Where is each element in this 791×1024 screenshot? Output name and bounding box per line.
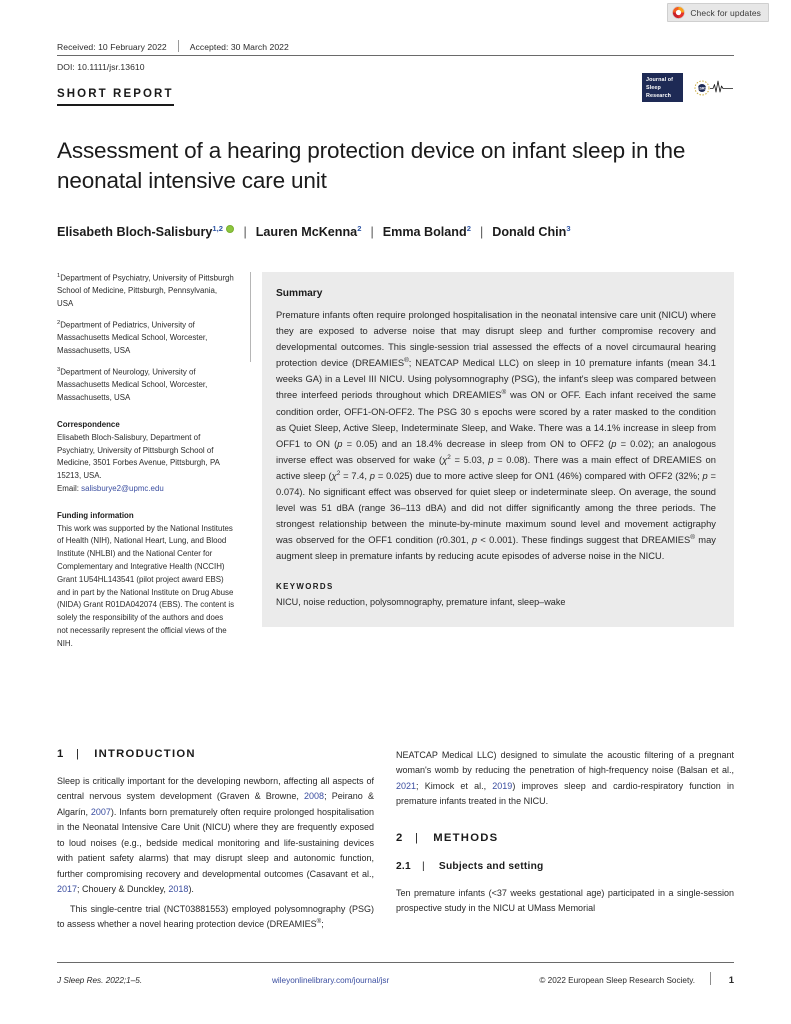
summary-seg-9: = 0.025) due to more active sleep for ON1 (46%) compared with OFF2 (32%; xyxy=(375,471,703,482)
page-footer xyxy=(57,970,734,986)
check-for-updates-badge[interactable] xyxy=(667,3,769,22)
r-symbol: r xyxy=(439,535,443,546)
correspondence-text xyxy=(57,432,235,496)
journal-logo-block xyxy=(642,73,734,102)
p-symbol: p xyxy=(702,471,708,482)
summary-box xyxy=(262,272,734,627)
author-affiliation-marker: 1,2 xyxy=(212,224,223,233)
intro-seg-3: ). Infants born prematurely often require prolonged hospitalisation in the Neonatal Intensive Care Unit (NICU) where they are frequently exposed to loud noises (e.g., bedside medical monitoring and life-sustaining devices with patient safety alarms) that may disrupt sleep and autonomic function, further compromising recovery and developmental outcomes (Casavant et al., xyxy=(57,806,374,879)
affiliation-text: Department of Psychiatry, University of Pittsburgh School of Medicine, Pittsburgh, Pennsylvania, USA xyxy=(57,273,234,309)
chi-symbol: χ xyxy=(442,454,448,465)
section-bar: | xyxy=(76,748,81,760)
keywords-list: NICU, noise reduction, polysomnography, premature infant, sleep–wake xyxy=(276,596,566,607)
citation-link[interactable]: 2021 xyxy=(396,780,417,791)
author-affiliation-marker: 2 xyxy=(466,224,471,233)
intro-seg-1: Sleep is critically important for the developing newborn, affecting all aspects of central nervous system development (Graven & Browne, xyxy=(57,776,374,802)
correspondence-heading: Correspondence xyxy=(57,420,120,430)
footer-right xyxy=(487,970,734,986)
intro-paragraph-2 xyxy=(57,902,374,933)
crossmark-icon xyxy=(672,6,685,19)
subsection-heading-subjects xyxy=(396,861,734,872)
esrs-society-icon xyxy=(690,75,734,101)
body-column-right xyxy=(396,748,734,917)
accepted-date: Accepted: 30 March 2022 xyxy=(189,42,289,52)
funding-heading: Funding information xyxy=(57,510,134,520)
history-row xyxy=(57,38,734,56)
chi-exponent: 2 xyxy=(336,469,341,477)
author-affiliation-marker: 2 xyxy=(357,224,362,233)
intro-seg-4: ; Chouery & Dunckley, xyxy=(77,884,169,895)
author-item[interactable] xyxy=(256,224,362,239)
summary-seg-7: = 0.08). There was a main effect of DREAMIES on active sleep ( xyxy=(276,454,716,482)
summary-seg-8: = 7.4, xyxy=(340,471,370,482)
summary-text xyxy=(276,307,716,565)
summary-seg-1: Premature infants often require prolonged hospitalisation in the neonatal intensive care unit (NICU) where they are exposed to adverse noise that may disrupt sleep and further compromise recovery and developmental outcomes. This single-session trial assessed the effects of a novel circumaural hearing protection device (DREAMIES xyxy=(276,310,716,369)
author-name: Donald Chin xyxy=(492,225,567,240)
footer-copyright: © 2022 European Sleep Research Society. xyxy=(539,976,695,985)
citation-link[interactable]: 2018 xyxy=(168,884,189,895)
affiliation-marker: 2 xyxy=(57,320,61,327)
author-item[interactable] xyxy=(383,224,471,239)
summary-heading: Summary xyxy=(276,288,323,299)
affiliation-text: Department of Neurology, University of Massachusetts Medical School, Worcester, Massachusetts, USA xyxy=(57,367,208,403)
author-list xyxy=(57,224,737,239)
section-heading-methods xyxy=(396,832,734,844)
journal-logo-line1: Journal of xyxy=(646,77,674,83)
p-symbol: p xyxy=(369,471,376,482)
registered-mark: ® xyxy=(501,389,507,397)
keywords-heading: KEYWORDS xyxy=(276,581,334,591)
author-item[interactable] xyxy=(57,224,234,239)
section-title: METHODS xyxy=(433,831,499,844)
affiliation-item xyxy=(57,319,235,358)
summary-seg-5: = 0.02); an analogous inverse effect was observed for wake ( xyxy=(276,438,716,465)
registered-mark: ® xyxy=(404,357,409,365)
page-number: 1 xyxy=(728,975,734,986)
summary-seg-10: = 0.074). No significant effect was observed for quiet sleep or indeterminate sleep. On average, the sound level was 51 dBA (range 36–113 dBA) and did not differ significantly among the three periods. The strongest relationship between the minute-by-minute maximum sound level and movement actigraphy was observed for the OFF1 condition ( xyxy=(276,471,716,546)
summary-seg-13: may augment sleep in premature infants by reducing acute episodes of adverse noise in the NICU. xyxy=(276,535,716,562)
page-title: Assessment of a hearing protection device on infant sleep in the neonatal intensive care unit xyxy=(57,138,686,193)
p-symbol: p xyxy=(471,535,478,546)
subsection-bar: | xyxy=(422,860,425,872)
funding-text: This work was supported by the National Institutes of Health (NIH), National Heart, Lung, and Blood Institute (NHLBI) and the National Center for Complementary and Integrative Health (NCCIH) Grant 1U54HL143541 (pilot project award EBS) and in part by the National Institute on Drug Abuse (NIDA) Grant R01DA042074 (EBS). The content is solely the responsibility of the authors and does not necessarily represent the official views of the NIH. xyxy=(57,523,235,648)
affiliation-marker: 1 xyxy=(57,273,61,279)
journal-logo-line2: Sleep xyxy=(646,85,661,92)
citation-link[interactable]: 2019 xyxy=(492,780,513,791)
summary-seg-6: = 5.03, xyxy=(450,454,489,465)
intro-seg-7: ; xyxy=(321,919,324,930)
citation-link[interactable]: 2017 xyxy=(57,884,78,895)
citation-link[interactable]: 2008 xyxy=(304,791,325,802)
author-separator: | xyxy=(370,225,374,240)
section-title: INTRODUCTION xyxy=(94,748,196,760)
email-link[interactable]: salisburye2@upmc.edu xyxy=(81,484,164,494)
right-paragraph-1 xyxy=(396,748,734,810)
section-heading-introduction xyxy=(57,748,374,760)
registered-mark: ® xyxy=(690,534,695,542)
intro-seg-5: ). xyxy=(188,884,194,895)
author-name: Emma Boland xyxy=(382,225,467,240)
email-label: Email: xyxy=(57,484,79,494)
author-separator: | xyxy=(243,225,247,240)
intro-seg-2: ; Peirano & Algarín, xyxy=(57,791,374,817)
summary-seg-4: = 0.05) and an 18.4% decrease in sleep from ON to OFF2 ( xyxy=(342,438,612,449)
journal-logo-line3: Research xyxy=(646,93,672,100)
affiliation-item xyxy=(57,272,235,311)
p-symbol: p xyxy=(488,454,494,465)
footer-url[interactable]: wileyonlinelibrary.com/journal/jsr xyxy=(272,976,390,985)
affiliation-marker: 3 xyxy=(57,367,61,374)
check-for-updates-label: Check for updates xyxy=(690,7,761,18)
orcid-icon[interactable] xyxy=(226,225,235,234)
intro-seg-6: This single-centre trial (NCT03881553) employed polysomnography (PSG) to assess whether a novel hearing protection device (DREAMIES xyxy=(57,903,374,930)
subsection-number: 2.1 xyxy=(396,860,411,872)
chi-symbol: χ xyxy=(331,471,337,482)
article-history xyxy=(57,38,734,72)
subsection-title: Subjects and setting xyxy=(438,860,544,872)
section-number: 2 xyxy=(396,831,404,844)
column-divider xyxy=(250,272,251,362)
article-type-heading: SHORT REPORT xyxy=(57,88,174,106)
citation-link[interactable]: 2007 xyxy=(90,806,111,817)
chi-exponent: 2 xyxy=(447,453,451,461)
journal-logo xyxy=(642,73,683,102)
affiliation-text: Department of Pediatrics, University of Massachusetts Medical School, Worcester, Massachusetts, USA xyxy=(57,320,208,356)
p-symbol: p xyxy=(611,438,617,449)
summary-seg-3: was ON or OFF. Each infant received the same condition order, OFF1-ON-OFF2. The PSG 30 s epochs were scored by a rater masked to the condition as Quiet Sleep, Active Sleep, Indeterminate Sleep, and Wake. There was a 14.1% increase in sleep from OFF1 to ON ( xyxy=(276,390,716,449)
svg-text:ESRS: ESRS xyxy=(697,86,707,90)
footer-citation: J Sleep Res. 2022;1–5. xyxy=(57,976,143,985)
summary-seg-11: 0.301, xyxy=(442,535,472,546)
author-item[interactable] xyxy=(492,224,570,239)
right-seg-2: ; Kimock et al., xyxy=(416,780,493,791)
subjects-paragraph-1: Ten premature infants (<37 weeks gestational age) participated in a single-session prospective study in the NICU at UMass Memorial xyxy=(396,887,734,914)
section-bar: | xyxy=(415,831,420,844)
affiliation-item xyxy=(57,366,235,405)
history-divider xyxy=(178,40,179,52)
doi-line[interactable]: DOI: 10.1111/jsr.13610 xyxy=(57,62,145,72)
intro-paragraph-1 xyxy=(57,774,374,898)
section-number: 1 xyxy=(57,748,65,760)
registered-mark: ® xyxy=(316,918,322,926)
p-symbol: p xyxy=(337,438,343,449)
right-seg-3: ) improves sleep and cardio-respiratory function in premature infants treated in the NICU. xyxy=(396,780,734,807)
affiliations-column xyxy=(57,272,235,659)
summary-seg-2: ; NEATCAP Medical LLC) on sleep in 10 premature infants (mean 34.1 weeks GA) in a Level III NICU. Using polysomnography (PSG), the infant's sleep was compared between three interfeed periods throughout which DREAMIES xyxy=(276,358,716,401)
author-name: Lauren McKenna xyxy=(255,225,358,240)
author-affiliation-marker: 3 xyxy=(566,224,571,233)
footer-divider xyxy=(57,962,734,963)
correspondence-address: Elisabeth Bloch-Salisbury, Department of Psychiatry, University of Pittsburgh School of Medicine, 3501 Forbes Avenue, Pittsburgh, PA 15213, USA. xyxy=(57,432,220,481)
right-seg-1: NEATCAP Medical LLC) designed to simulate the acoustic filtering of a pregnant woman's womb by reducing the penetration of high-frequency noise (Balsan et al., xyxy=(396,750,734,776)
author-name: Elisabeth Bloch-Salisbury xyxy=(57,225,213,240)
footer-pipe-divider xyxy=(710,972,711,985)
author-separator: | xyxy=(479,225,484,240)
summary-seg-12: < 0.001). These findings suggest that DREAMIES xyxy=(477,535,691,546)
received-date: Received: 10 February 2022 xyxy=(57,42,167,52)
body-column-left xyxy=(57,748,374,933)
